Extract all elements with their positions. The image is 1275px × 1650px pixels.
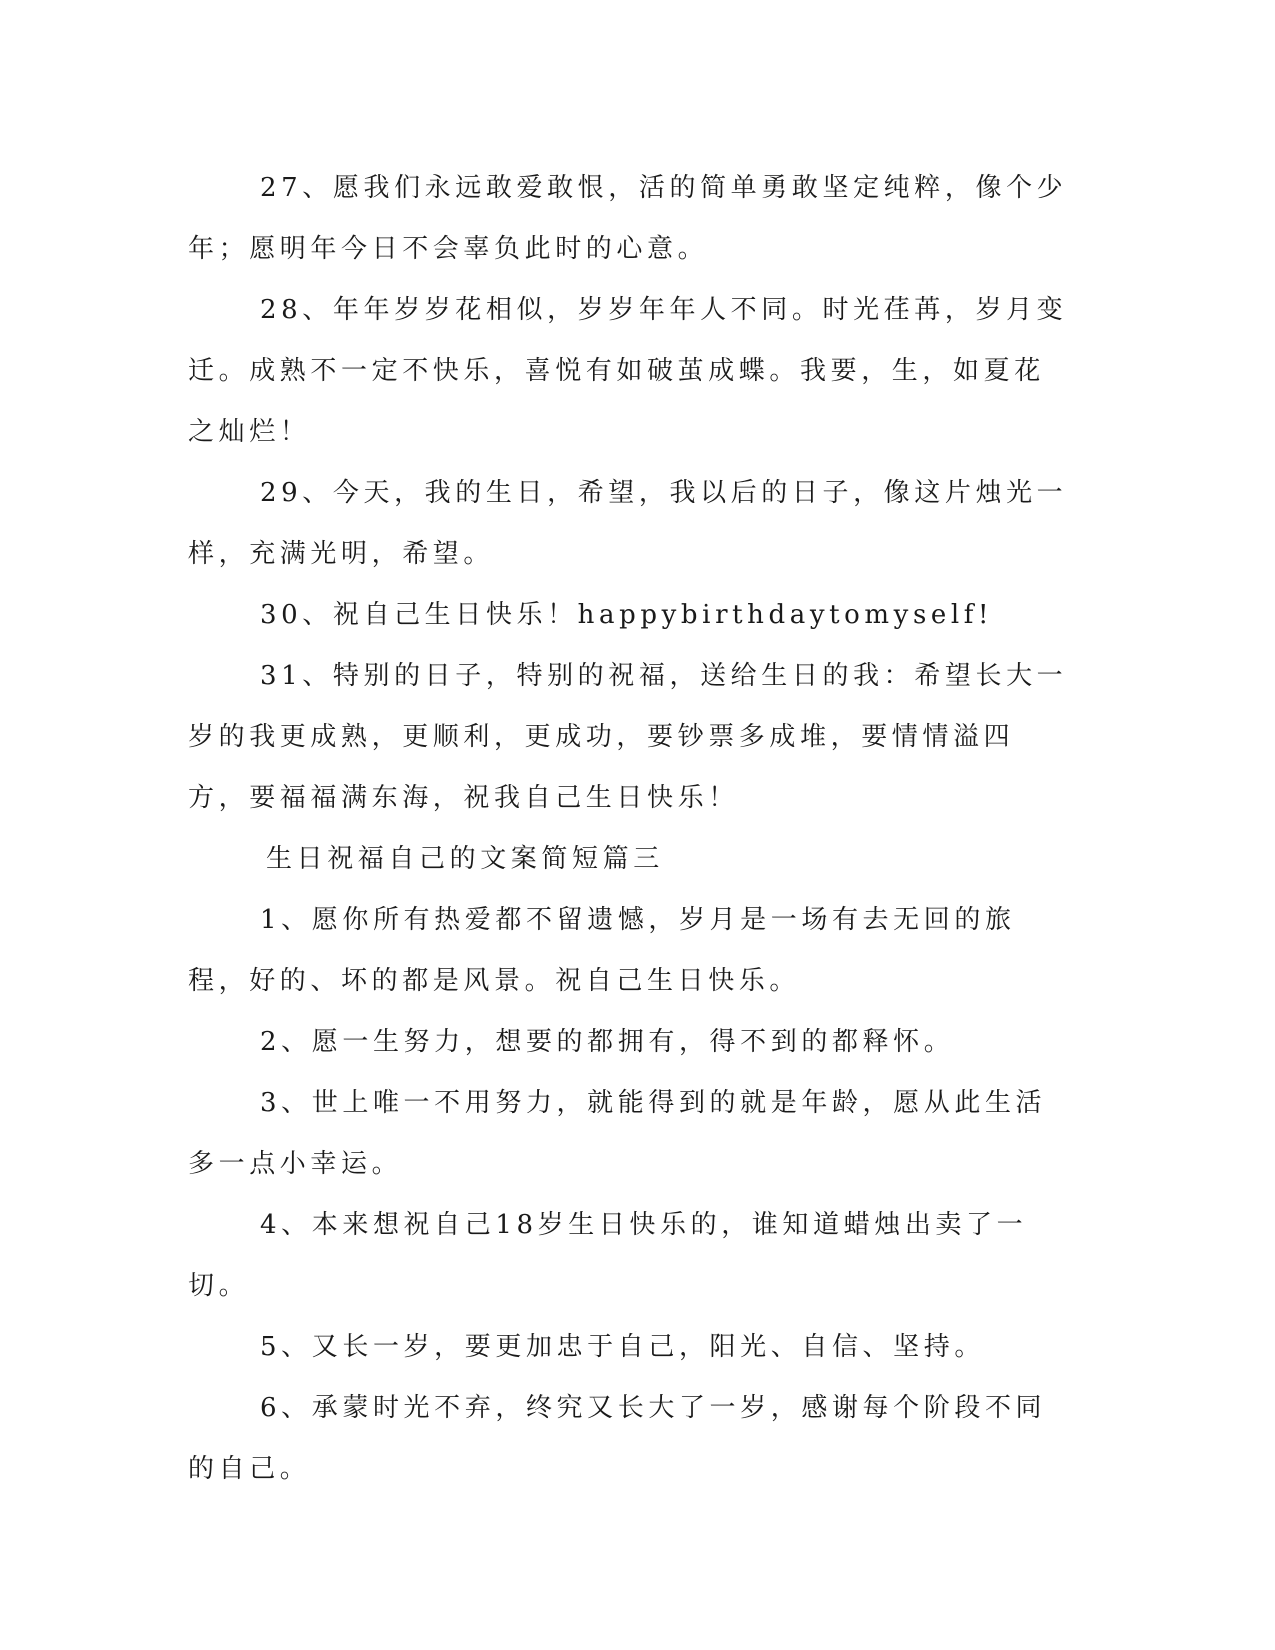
paragraph-6: 6、承蒙时光不弃，终究又长大了一岁，感谢每个阶段不同的自己。 [188,1393,1047,1484]
paragraph-31: 31、特别的日子，特别的祝福，送给生日的我：希望长大一岁的我更成熟，更顺利，更成功，要钞票多成堆，要情情溢四方，要福福满东海，祝我自己生日快乐！ [188,661,1068,813]
paragraph-2: 2、愿一生努力，想要的都拥有，得不到的都释怀。 [260,1027,955,1057]
paragraph-3: 3、世上唯一不用努力，就能得到的就是年龄，愿从此生活多一点小幸运。 [188,1088,1047,1179]
paragraph-1: 1、愿你所有热爱都不留遗憾，岁月是一场有去无回的旅程，好的、坏的都是风景。祝自己生日快乐。 [188,905,1016,996]
document-body [188,158,1068,1500]
paragraph-29: 29、今天，我的生日，希望，我以后的日子，像这片烛光一样，充满光明，希望。 [188,478,1068,569]
paragraph-4: 4、本来想祝自己18岁生日快乐的，谁知道蜡烛出卖了一切。 [188,1210,1028,1301]
paragraph-27: 27、愿我们永远敢爱敢恨，活的简单勇敢坚定纯粹，像个少年；愿明年今日不会辜负此时的心意。 [188,173,1068,264]
paragraph-28: 28、年年岁岁花相似，岁岁年年人不同。时光荏苒，岁月变迁。成熟不一定不快乐，喜悦有如破茧成蝶。我要，生，如夏花之灿烂！ [188,295,1068,447]
paragraph-5: 5、又长一岁，要更加忠于自己，阳光、自信、坚持。 [260,1332,985,1362]
paragraph-30: 30、祝自己生日快乐！happybirthdaytomyself! [260,600,994,630]
section-heading: 生日祝福自己的文案简短篇三 [266,844,664,874]
